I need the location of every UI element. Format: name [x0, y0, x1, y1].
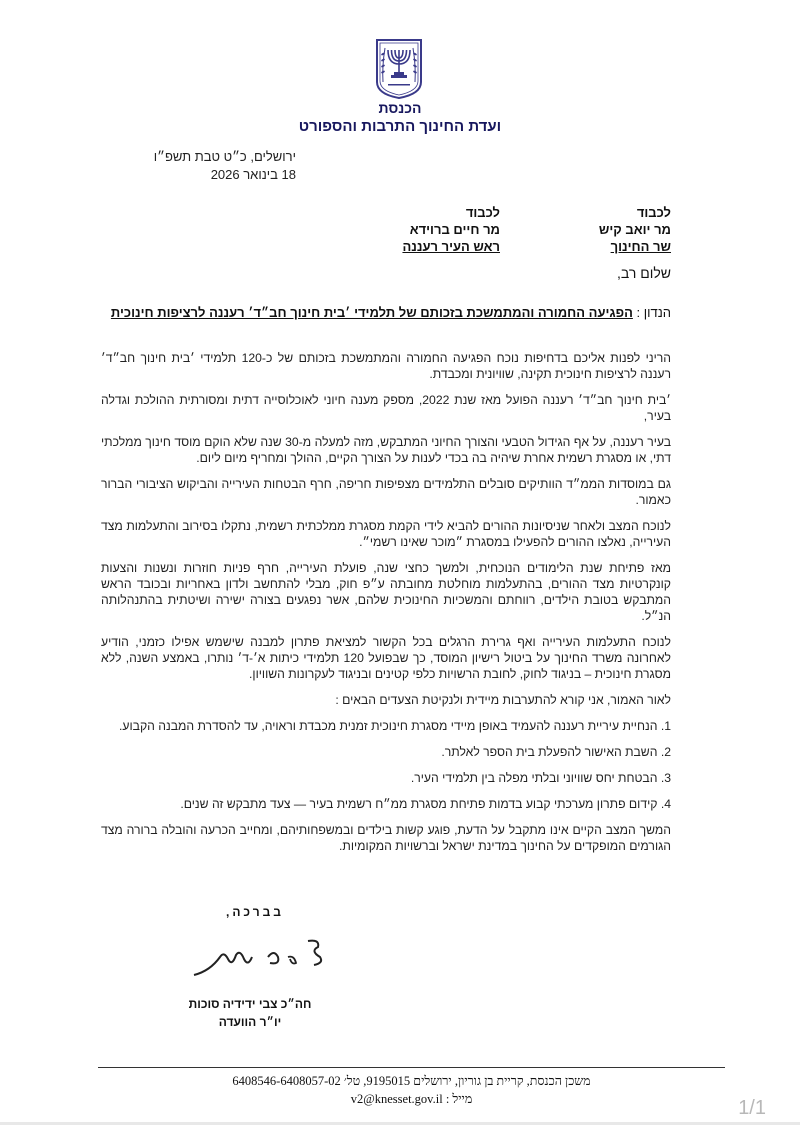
demand-item: 1. הנחיית עיריית רעננה להעמיד באופן מיידי מסגרת חינוכית זמנית מכבדת וראויה, עד להסדרת המבנה הקבוע.	[119, 719, 671, 733]
footer-divider	[98, 1067, 725, 1068]
letter-body	[101, 350, 671, 864]
subject-line	[71, 305, 671, 320]
knesset-menorah-emblem-icon	[374, 38, 424, 100]
demand-item: 3. הבטחת יחס שוויוני ובלתי מפלה בין תלמידי העיר.	[410, 771, 671, 785]
addressee-role: ראש העיר רעננה	[402, 239, 500, 254]
addressee-minister	[471, 204, 671, 255]
subject-label: הנדון :	[636, 305, 671, 320]
body-paragraph: לאור האמור, אני קורא להתערבות מיידית ולנקיטת הצעדים הבאים :	[335, 693, 671, 707]
date-block	[96, 148, 296, 184]
greeting: שלום רב,	[617, 265, 671, 281]
addressee-mayor	[300, 204, 500, 255]
addressee-name: מר חיים ברוידא	[409, 222, 500, 237]
body-paragraph: ׳בית חינוך חב״ד׳ רעננה הפועל מאז שנת 2022, מספק מענה חיוני לאוכלוסייה דתית ומסורתית ההולכת וגדלה בעיר,	[101, 393, 671, 423]
signer-block	[180, 995, 320, 1031]
org-name: הכנסת	[378, 100, 422, 116]
signer-title: יו״ר הוועדה	[218, 1015, 282, 1029]
footer-email-label: מייל :	[445, 1092, 473, 1106]
body-paragraph: גם במוסדות הממ״ד הוותיקים סובלים התלמידים מצפיפות חריפה, חרף הבטחות העירייה והביקוש הציבורי הברור כאמור.	[101, 477, 671, 507]
body-paragraph: בעיר רעננה, על אף הגידול הטבעי והצורך החיוני המתבקש, מזה למעלה מ-30 שנה שלא הוקם מוסד חינוך ממלכתי דתי, או מסגרת רשמית אחרת שיהיה בה בכדי לענות על הצורך הקיים, ההולך ומחריף מיום ליום.	[101, 435, 672, 465]
subject-text: הפגיעה החמורה והמתמשכת בזכותם של תלמידי ׳בית חינוך חב״ד׳ רעננה לרציפות חינוכית	[110, 305, 633, 320]
blessing: בברכה,	[225, 905, 284, 919]
body-paragraph: לנוכח המצב ולאחר שניסיונות ההורים להביא לידי הקמת מסגרת ממלכתית רשמית, נתקלו בסירוב והתעלמות מצד העירייה, נאלצו ההורים להפעילו במסגרת ״מוכר שאינו רשמי״.	[101, 519, 671, 549]
addressee-name: מר יואב קיש	[598, 222, 671, 237]
footer	[98, 1072, 725, 1108]
demands-list	[101, 718, 671, 812]
signer-name: חה״כ צבי ידידיה סוכות	[188, 997, 312, 1011]
body-paragraph: מאז פתיחת שנת הלימודים הנוכחית, ולמשך כחצי שנה, פועלת העירייה, חרף פניות חוזרות ונשנות והצעות קונקרטיות מצד ההורים, בהתעלמות מוחלטת מחובתה ע״פ חוק, מבלי להתחשב ולדון באחריות ובכובד הראש המתבקש בטובת הילדים, רווחתם והמשכיות החינוכית שלהם, אשר נפגעים בצורה ישירה ושיטתית בהתנהלותה הנ״ל.	[101, 561, 671, 623]
body-paragraph: לנוכח התעלמות העירייה ואף גרירת הרגלים בכל הקשור למציאת פתרון למבנה שישמש אפילו כזמני, הודיע לאחרונה משרד החינוך על ביטול רישיון המוסד, כך שבפועל 120 תלמידי כיתות א׳-ד׳ נותרו, באמצע השנה, ללא מסגרת חינוכית – בניגוד לחוק, לחובת הרשויות כלפי קטינים ובניגוד לעקרונות השוויון.	[101, 635, 671, 681]
demand-item: 2. השבת האישור להפעלת בית הספר לאלתר.	[441, 745, 671, 759]
gregorian-date: 18 בינואר 2026	[210, 167, 296, 182]
committee-name: ועדת החינוך התרבות והספורט	[298, 118, 502, 135]
footer-email-line	[98, 1090, 725, 1108]
addressee-salutation: לכבוד	[465, 205, 500, 220]
footer-address: משכן הכנסת, קריית בן גוריון, ירושלים 9195015, טל׳ 6408546-6408057-02	[232, 1074, 591, 1088]
page-indicator: 1/1	[738, 1097, 766, 1119]
body-paragraph: הריני לפנות אליכם בדחיפות נוכח הפגיעה החמורה והמתמשכת בזכותם של כ-120 תלמידי ׳בית חינוך חב״ד׳ רעננה לרציפות חינוכית תקינה, שוויונית ומכבדת.	[101, 351, 671, 381]
handwritten-signature-icon	[190, 935, 340, 985]
hebrew-date: ירושלים, כ״ט טבת תשפ״ו	[153, 149, 296, 164]
addressee-salutation: לכבוד	[636, 205, 671, 220]
demand-item: 4. קידום פתרון מערכתי קבוע בדמות פתיחת מסגרת ממ״ח רשמית בעיר — צעד מתבקש זה שנים.	[180, 797, 671, 811]
closing-paragraph: המשך המצב הקיים אינו מתקבל על הדעת, פוגע קשות בילדים ובמשפחותיהם, ומחייב הכרעה והובלה ברורה מצד הגורמים המופקדים על החינוך במדינת ישראל וברשויות המקומיות.	[101, 823, 671, 853]
footer-email[interactable]: v2@knesset.gov.il	[350, 1092, 443, 1106]
addressee-role: שר החינוך	[610, 239, 671, 254]
